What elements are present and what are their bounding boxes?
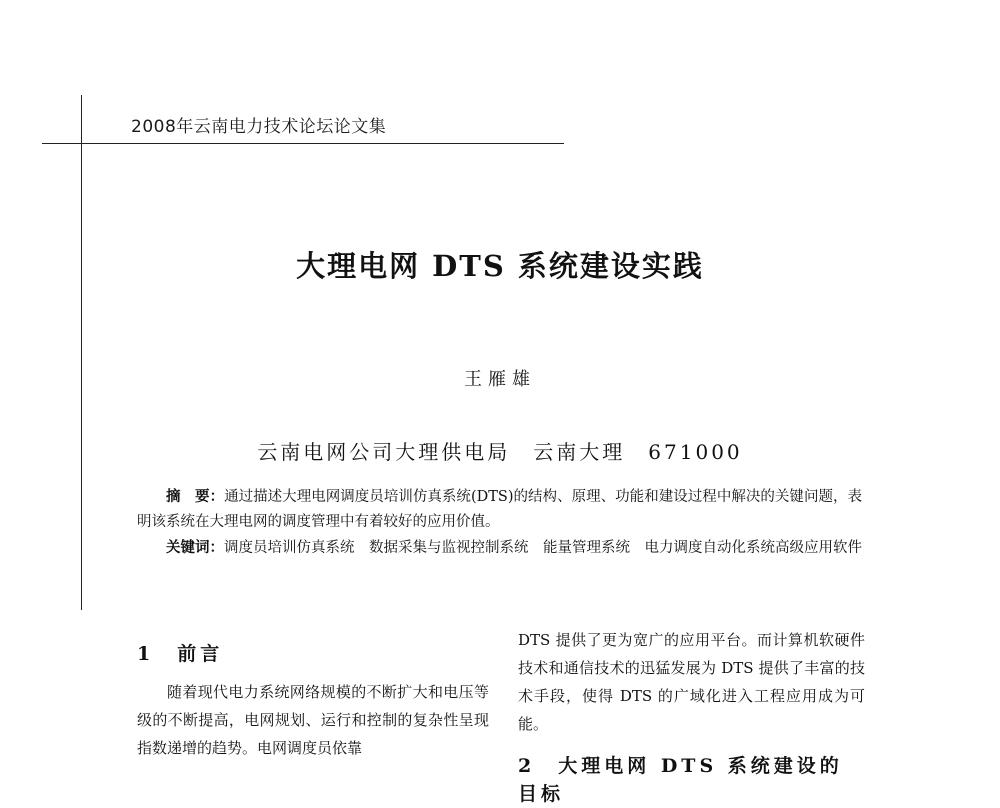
section-heading-2: 2 大理电网 DTS 系统建设的目标 (518, 755, 843, 805)
header-rule (42, 143, 564, 144)
section-heading: 1 前言 (137, 643, 224, 665)
right-paragraph: DTS 提供了更为宽广的应用平台。而计算机软硬件技术和通信技术的迅猛发展为 DTS 提供了丰富的技术手段，使得 DTS 的广域化进入工程应用成为可能。 (518, 631, 865, 733)
author-name: 王雁雄 (464, 369, 536, 390)
keywords-paragraph (137, 535, 862, 561)
abstract-paragraph (137, 484, 862, 535)
right-column (518, 626, 865, 808)
abstract-label: 摘 要： (166, 488, 225, 505)
abstract-block (137, 484, 862, 561)
left-column (137, 640, 489, 762)
keywords-text: 调度员培训仿真系统 数据采集与监视控制系统 能量管理系统 电力调度自动化系统高级应用软件 (224, 540, 862, 556)
paper-title: 大理电网 DTS 系统建设实践 (296, 249, 704, 283)
section-paragraph: 随着现代电力系统网络规模的不断扩大和电压等级的不断提高，电网规划、运行和控制的复杂性呈现指数递增的趋势。电网调度员依靠 (137, 683, 489, 757)
running-header: 2008年云南电力技术论坛论文集 (131, 117, 387, 137)
abstract-text: 通过描述大理电网调度员培训仿真系统(DTS)的结构、原理、功能和建设过程中解决的关键问题，表明该系统在大理电网的调度管理中有着较好的应用价值。 (137, 489, 863, 530)
keywords-label: 关键词： (166, 539, 224, 556)
margin-rule-vertical (81, 95, 82, 610)
affiliation: 云南电网公司大理供电局 云南大理 671000 (257, 440, 743, 464)
